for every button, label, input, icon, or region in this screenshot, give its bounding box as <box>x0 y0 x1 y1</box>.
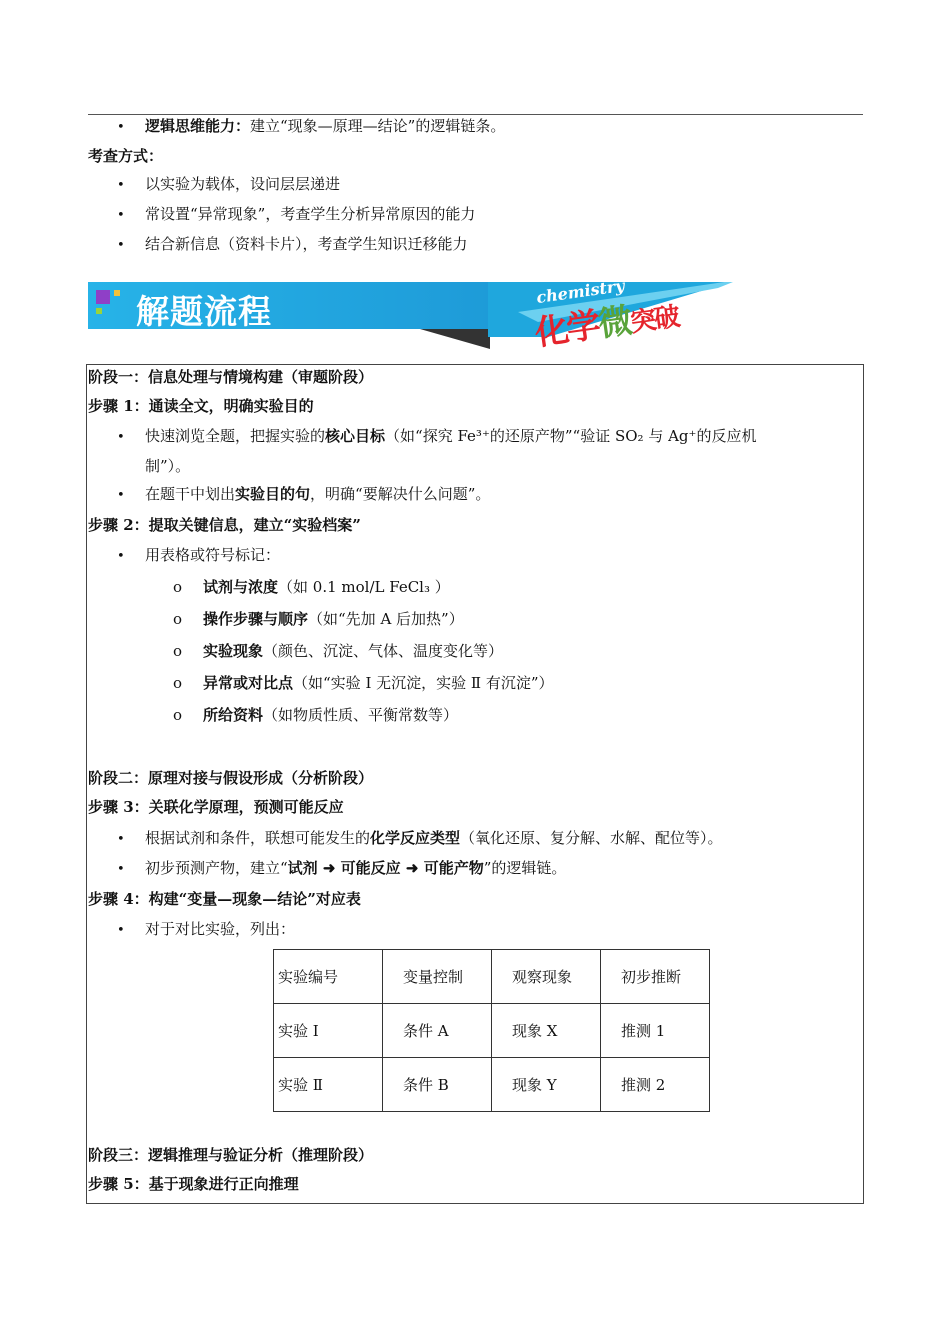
banner-shadow <box>420 329 490 349</box>
stage-heading: 阶段三：逻辑推理与验证分析（推理阶段） <box>88 1146 374 1164</box>
brand-part: 化学 <box>532 305 602 354</box>
emphasis: 异常或对比点 <box>203 674 294 692</box>
sub-item <box>173 673 554 693</box>
sub-marker: o <box>173 578 183 596</box>
bullet: • <box>117 488 125 503</box>
brand-part: 突破 <box>628 302 681 339</box>
step3-bullet-2 <box>145 858 566 878</box>
text: （如“先加 A 后加热”） <box>308 610 464 628</box>
text: 在题干中划出 <box>145 485 236 503</box>
banner-title: 解题流程 <box>136 292 272 331</box>
step1-bullet-1-wrap: 制”）。 <box>145 457 191 475</box>
text: 根据试剂和条件，联想可能发生的 <box>145 829 371 847</box>
table-cell: 实验 Ⅰ <box>274 1004 383 1058</box>
banner-square-icon <box>96 290 110 304</box>
bullet: • <box>117 208 125 223</box>
text: （如“实验 Ⅰ 无沉淀，实验 Ⅱ 有沉淀”） <box>293 674 554 692</box>
table-cell: 条件 B <box>383 1058 492 1112</box>
banner-square-icon <box>114 290 120 296</box>
stage-heading: 阶段一：信息处理与情境构建（审题阶段） <box>88 368 374 386</box>
step-heading: 步骤 2：提取关键信息，建立“实验档案” <box>88 516 361 534</box>
step4-bullet: 对于对比实验，列出： <box>145 920 296 938</box>
table-header-cell: 观察现象 <box>492 950 601 1004</box>
banner-square-icon <box>96 308 102 314</box>
text: （如物质性质、平衡常数等） <box>263 706 459 724</box>
text: （如 0.1 mol/L FeCl₃ ） <box>278 578 450 596</box>
text: （如“探究 Fe³⁺的还原产物”“验证 SO₂ 与 Ag⁺的反应机 <box>385 427 757 445</box>
step-heading: 步骤 3：关联化学原理，预测可能反应 <box>88 798 344 816</box>
emphasis: 实验现象 <box>203 642 264 660</box>
bullet: • <box>117 549 125 564</box>
text: ，明确“要解决什么问题”。 <box>310 485 491 503</box>
step-heading: 步骤 4：构建“变量—现象—结论”对应表 <box>88 890 361 908</box>
emphasis: 操作步骤与顺序 <box>203 610 309 628</box>
table-cell: 实验 Ⅱ <box>274 1058 383 1112</box>
bullet: • <box>117 430 125 445</box>
method-item: 以实验为载体，设问层层递进 <box>145 175 341 193</box>
bullet: • <box>117 832 125 847</box>
emphasis: 试剂 ➜ 可能反应 ➜ 可能产物 <box>287 859 484 877</box>
table-row <box>274 1004 710 1058</box>
ability-text: 建立“现象—原理—结论”的逻辑链条。 <box>250 117 506 135</box>
text: （氧化还原、复分解、水解、配位等）。 <box>460 829 723 847</box>
table-row <box>274 950 710 1004</box>
table-row <box>274 1058 710 1112</box>
bullet: • <box>117 923 125 938</box>
table-header-cell: 变量控制 <box>383 950 492 1004</box>
text: （颜色、沉淀、气体、温度变化等） <box>263 642 504 660</box>
table-cell: 条件 A <box>383 1004 492 1058</box>
step1-bullet-1 <box>145 426 756 446</box>
comparison-table <box>273 949 710 1112</box>
text: ”的逻辑链。 <box>483 859 567 877</box>
step2-bullet: 用表格或符号标记： <box>145 546 281 564</box>
top-rule <box>88 114 863 115</box>
text: 初步预测产物，建立“ <box>145 859 288 877</box>
bullet: • <box>117 862 125 877</box>
step1-bullet-2 <box>145 484 490 504</box>
brand-chemistry-word: chemistry <box>535 275 626 308</box>
sub-marker: o <box>173 610 183 628</box>
brand-part: 微 <box>595 300 634 345</box>
sub-marker: o <box>173 706 183 724</box>
ability-label: 逻辑思维能力： <box>145 117 251 135</box>
banner-bar <box>88 282 490 329</box>
table-cell: 现象 Y <box>492 1058 601 1112</box>
table-header-cell: 实验编号 <box>274 950 383 1004</box>
bullet: • <box>117 238 125 253</box>
emphasis: 所给资料 <box>203 706 264 724</box>
method-heading: 考查方式： <box>88 147 164 165</box>
table-cell: 现象 X <box>492 1004 601 1058</box>
emphasis: 试剂与浓度 <box>203 578 279 596</box>
table-header-cell: 初步推断 <box>601 950 710 1004</box>
sub-marker: o <box>173 642 183 660</box>
sub-item <box>173 705 458 725</box>
emphasis: 实验目的句 <box>235 485 311 503</box>
sub-item <box>173 641 503 661</box>
bullet: • <box>117 178 125 193</box>
step-heading: 步骤 1：通读全文，明确实验目的 <box>88 397 314 415</box>
sub-item <box>173 577 450 597</box>
table-cell: 推测 1 <box>601 1004 710 1058</box>
sub-marker: o <box>173 674 183 692</box>
bullet: • <box>117 120 125 135</box>
step-heading: 步骤 5：基于现象进行正向推理 <box>88 1175 299 1193</box>
stage-heading: 阶段二：原理对接与假设形成（分析阶段） <box>88 769 374 787</box>
emphasis: 核心目标 <box>325 427 386 445</box>
method-item: 常设置“异常现象”，考查学生分析异常原因的能力 <box>145 205 476 223</box>
text: 快速浏览全题，把握实验的 <box>145 427 326 445</box>
ability-line <box>145 116 505 136</box>
sub-item <box>173 609 464 629</box>
emphasis: 化学反应类型 <box>370 829 461 847</box>
section-banner <box>88 275 748 354</box>
method-item: 结合新信息（资料卡片），考查学生知识迁移能力 <box>145 235 468 253</box>
table-cell: 推测 2 <box>601 1058 710 1112</box>
step3-bullet-1 <box>145 828 723 848</box>
